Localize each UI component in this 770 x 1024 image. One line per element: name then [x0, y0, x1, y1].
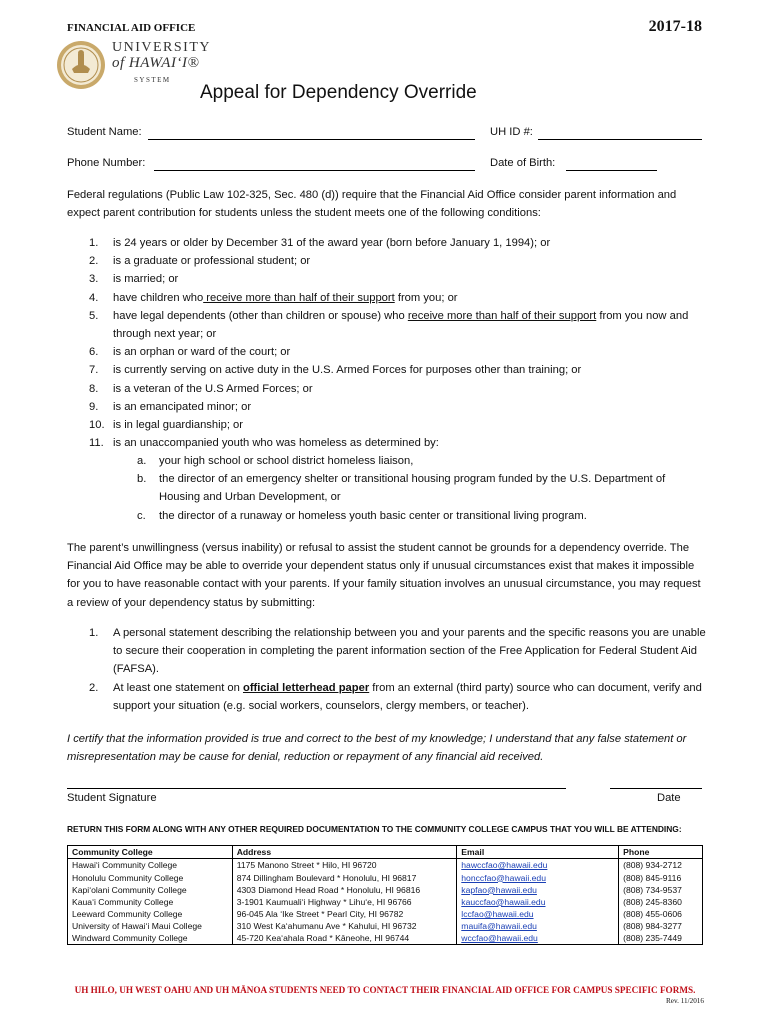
award-year: 2017-18 — [648, 18, 702, 35]
condition-item: 7. is currently serving on active duty in the U.S. Armed Forces for purposes other than training; or — [89, 364, 582, 377]
college-address: 1175 Manono Street * Hilo, HI 96720 — [232, 859, 457, 872]
college-phone: (808) 245-8360 — [619, 896, 703, 908]
dob-label: Date of Birth: — [490, 157, 556, 169]
col-header-email: Email — [457, 846, 619, 859]
university-seal-icon — [56, 40, 106, 90]
college-name: Leeward Community College — [68, 908, 233, 920]
college-email-link[interactable]: wccfao@hawaii.edu — [461, 932, 538, 943]
subcondition-item: b. the director of an emergency shelter or transitional housing program funded by the U.S. Department of Housing and Urban Development, or — [137, 473, 666, 504]
col-header-college: Community College — [68, 846, 233, 859]
college-phone: (808) 934-2712 — [619, 859, 703, 872]
table-row — [68, 896, 703, 908]
table-row — [68, 859, 703, 872]
college-name: Windward Community College — [68, 932, 233, 945]
college-name: Hawai‘i Community College — [68, 859, 233, 872]
student-name-field[interactable] — [148, 139, 475, 140]
college-phone: (808) 734-9537 — [619, 884, 703, 896]
college-address: 96-045 Ala ‘Ike Street * Pearl City, HI 96782 — [232, 908, 457, 920]
signature-line[interactable] — [67, 788, 566, 789]
office-name: FINANCIAL AID OFFICE — [67, 22, 196, 34]
college-phone: (808) 845-9116 — [619, 872, 703, 884]
college-address: 3-1901 Kaumuali‘i Highway * Lihu‘e, HI 96766 — [232, 896, 457, 908]
college-name: Kapi‘olani Community College — [68, 884, 233, 896]
table-header-row — [68, 846, 703, 859]
table-row — [68, 920, 703, 932]
homeless-determination-list — [67, 452, 707, 525]
condition-item: 2. is a graduate or professional student; or — [89, 255, 311, 268]
campus-contact-table — [67, 845, 703, 945]
condition-item: 5. have legal dependents (other than children or spouse) who receive more than half of their support from you now and through next year; or — [89, 309, 689, 341]
campus-forms-notice: UH HILO, UH WEST OAHU AND UH MĀNOA STUDENTS NEED TO CONTACT THEIR FINANCIAL AID OFFICE FOR CAMPUS SPECIFIC FORMS. — [74, 985, 696, 995]
conditions-list — [67, 234, 707, 452]
uh-id-field[interactable] — [538, 139, 702, 140]
subcondition-item: a. your high school or school district homeless liaison, — [137, 455, 414, 467]
condition-item: 1. is 24 years or older by December 31 of the award year (born before January 1, 1994); or — [89, 237, 551, 249]
col-header-address: Address — [232, 846, 457, 859]
logo-line-university: UNIVERSITY — [112, 40, 211, 55]
college-address: 45-720 Kea‘ahala Road * Kāneohe, HI 96744 — [232, 932, 457, 945]
college-email-link[interactable]: mauifa@hawaii.edu — [461, 920, 537, 931]
certification-statement: I certify that the information provided is true and correct to the best of my knowledge; I understand that any false statement or misrepresentation may be cause for denial, reduction or repayment of any financial aid received. — [67, 733, 687, 764]
revision-date: Rev. 11/2016 — [666, 997, 704, 1005]
phone-field[interactable] — [154, 170, 475, 171]
college-phone: (808) 984-3277 — [619, 920, 703, 932]
intro-paragraph: Federal regulations (Public Law 102-325, Sec. 480 (d)) require that the Financial Aid Office consider parent information and expect parent contribution for students unless the student meets one of the following conditions: — [67, 189, 677, 220]
subcondition-item: c. the director of a runaway or homeless youth basic center or transitional living program. — [137, 509, 587, 522]
table-row — [68, 932, 703, 945]
logo-line-system: SYSTEM — [134, 76, 171, 84]
submission-item: 2. At least one statement on official letterhead paper from an external (third party) source who can document, verify and support your situation (e.g. social workers, counselors, clergy members, or teacher). — [89, 681, 702, 712]
student-name-label: Student Name: — [67, 126, 142, 138]
college-address: 4303 Diamond Head Road * Honolulu, HI 96816 — [232, 884, 457, 896]
college-email-link[interactable]: honccfao@hawaii.edu — [461, 872, 546, 883]
parent-unwillingness-paragraph: The parent’s unwillingness (versus inability) or refusal to assist the student cannot be grounds for a dependency override. The Financial Aid Office may be able to override your dependent status only if unusual circumstances exist that makes it impossible for you to have reasonable contact with your parents. If your family situation involves an unusual circumstance, you may request a review of your dependency status by submitting: — [67, 542, 701, 609]
condition-item: 10. is in legal guardianship; or — [89, 419, 243, 432]
submission-item: 1. A personal statement describing the relationship between you and your parents and the specific reasons you are unable to secure their cooperation in completing the parent information section of the Free Application for Federal Student Aid (FAFSA). — [89, 627, 706, 676]
college-email-link[interactable]: hawccfao@hawaii.edu — [461, 860, 548, 871]
phone-label: Phone Number: — [67, 157, 146, 169]
college-address: 310 West Ka‘ahumanu Ave * Kahului, HI 96732 — [232, 920, 457, 932]
college-phone: (808) 235-7449 — [619, 932, 703, 945]
college-name: Honolulu Community College — [68, 872, 233, 884]
condition-item: 6. is an orphan or ward of the court; or — [89, 346, 291, 359]
table-row — [68, 908, 703, 920]
return-instructions: RETURN THIS FORM ALONG WITH ANY OTHER REQUIRED DOCUMENTATION TO THE COMMUNITY COLLEGE CAMPUS THAT YOU WILL BE ATTENDING: — [67, 824, 682, 834]
logo-line-hawaii: of HAWAI‘I® — [112, 55, 200, 71]
dob-field[interactable] — [566, 170, 657, 171]
college-name: Kaua‘i Community College — [68, 896, 233, 908]
condition-item: 11. is an unaccompanied youth who was homeless as determined by: — [89, 437, 439, 450]
condition-item: 4. have children who receive more than half of their support from you; or — [89, 291, 458, 304]
submission-list — [67, 624, 707, 715]
table-row — [68, 872, 703, 884]
signature-label: Student Signature — [67, 792, 157, 804]
col-header-phone: Phone — [619, 846, 703, 859]
uh-id-label: UH ID #: — [490, 126, 533, 138]
college-email-link[interactable]: kapfao@hawaii.edu — [461, 884, 537, 895]
date-label: Date — [657, 792, 681, 804]
college-email-link[interactable]: lccfao@hawaii.edu — [461, 908, 534, 919]
condition-item: 8. is a veteran of the U.S Armed Forces; or — [89, 382, 313, 395]
page-title: Appeal for Dependency Override — [200, 82, 477, 103]
college-phone: (808) 455-0606 — [619, 908, 703, 920]
condition-item: 3. is married; or — [89, 273, 179, 286]
college-address: 874 Dillingham Boulevard * Honolulu, HI 96817 — [232, 872, 457, 884]
college-email-link[interactable]: kauccfao@hawaii.edu — [461, 896, 546, 907]
condition-item: 9. is an emancipated minor; or — [89, 400, 252, 413]
table-row — [68, 884, 703, 896]
college-name: University of Hawai‘i Maui College — [68, 920, 233, 932]
date-line[interactable] — [610, 788, 702, 789]
